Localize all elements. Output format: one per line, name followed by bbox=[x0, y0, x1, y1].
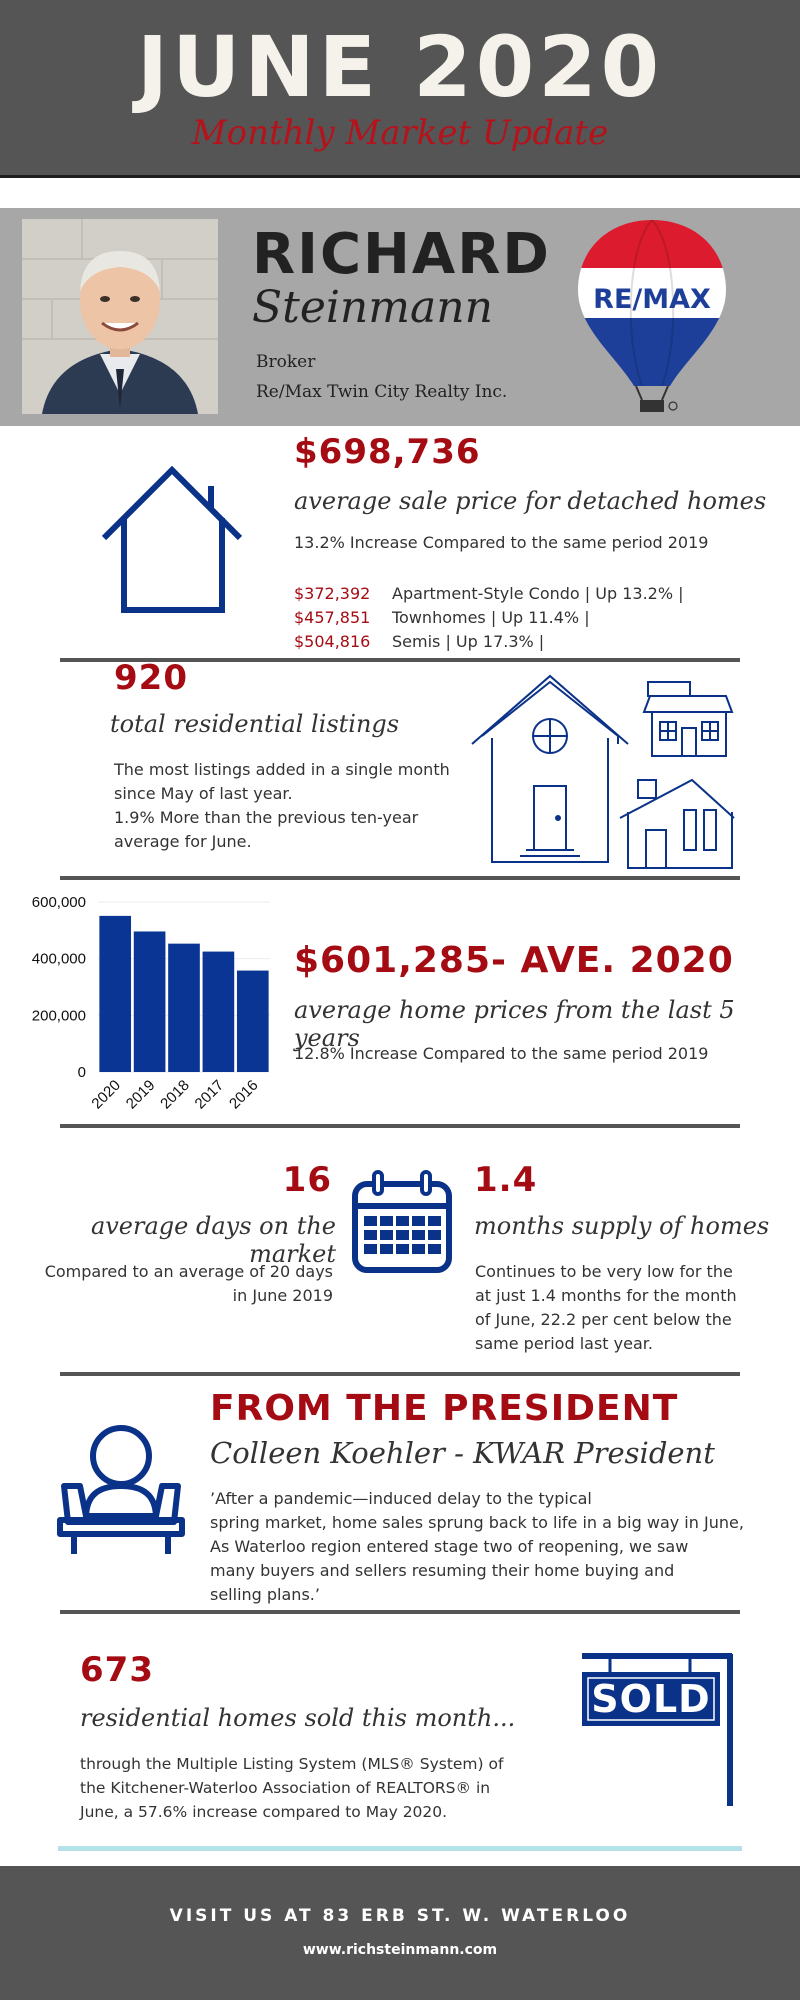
price-breakdown-list bbox=[294, 582, 684, 654]
days-on-market-description bbox=[20, 1260, 333, 1308]
five-year-label: average home prices from the last 5 years bbox=[294, 996, 735, 1052]
chart-bar-2019 bbox=[134, 931, 166, 1072]
supply-line: Continues to be very low for the bbox=[475, 1262, 733, 1281]
footer-website-link[interactable]: www.richsteinmann.com bbox=[302, 1942, 498, 1958]
homes-sold-value: 673 bbox=[80, 1650, 154, 1690]
days-on-market-label: average days on the market bbox=[90, 1212, 336, 1268]
president-quote bbox=[210, 1487, 744, 1607]
listings-value: 920 bbox=[114, 658, 188, 698]
agent-role: Broker bbox=[256, 352, 316, 372]
breakdown-price: $457,851 bbox=[294, 608, 371, 627]
five-year-value: $601,285- AVE. 2020 bbox=[294, 940, 734, 981]
section-divider bbox=[60, 1372, 740, 1376]
chart-x-axis bbox=[88, 1077, 261, 1113]
quote-line: As Waterloo region entered stage two of reopening, we saw bbox=[210, 1537, 689, 1556]
president-heading: FROM THE PRESIDENT bbox=[210, 1388, 679, 1429]
months-supply-value: 1.4 bbox=[474, 1160, 538, 1200]
agent-first-name: RICHARD bbox=[252, 222, 551, 287]
section-divider bbox=[60, 1610, 740, 1614]
breakdown-price: $504,816 bbox=[294, 632, 371, 651]
days-on-market-value: 16 bbox=[282, 1160, 332, 1200]
footer-accent-line bbox=[58, 1846, 742, 1851]
sold-sign-text: SOLD bbox=[591, 1677, 711, 1721]
months-supply-label: months supply of homes bbox=[474, 1212, 770, 1240]
header-divider bbox=[0, 175, 800, 178]
agent-last-name: Steinmann bbox=[252, 282, 493, 333]
listings-label: total residential listings bbox=[110, 710, 400, 738]
sold-line: June, a 57.6% increase compared to May 2020. bbox=[80, 1803, 448, 1821]
price-breakdown-row bbox=[294, 582, 684, 606]
chart-y-tick-label: 200,000 bbox=[31, 1007, 86, 1025]
chart-x-tick-label: 2019 bbox=[122, 1076, 159, 1113]
quote-line: ’After a pandemic—induced delay to the typical bbox=[210, 1489, 592, 1508]
house-outline-icon bbox=[98, 466, 246, 614]
agent-photo bbox=[22, 219, 218, 414]
chart-bar-2018 bbox=[168, 944, 200, 1072]
chart-y-tick-label: 600,000 bbox=[31, 894, 86, 911]
breakdown-text: Semis | Up 17.3% | bbox=[392, 632, 545, 651]
chart-bars bbox=[99, 916, 268, 1072]
breakdown-text: Apartment-Style Condo | Up 13.2% | bbox=[392, 584, 684, 603]
listings-line: average for June. bbox=[114, 832, 252, 851]
footer-address: VISIT US AT 83 ERB ST. W. WATERLOO bbox=[169, 1906, 631, 1926]
supply-line: at just 1.4 months for the month bbox=[475, 1286, 737, 1305]
page-title: JUNE 2020 bbox=[136, 18, 664, 116]
section-divider bbox=[60, 1124, 740, 1128]
chart-bar-2020 bbox=[99, 916, 131, 1072]
homes-sold-label: residential homes sold this month... bbox=[80, 1704, 516, 1732]
price-breakdown-row bbox=[294, 606, 684, 630]
chart-x-tick-label: 2018 bbox=[157, 1076, 193, 1113]
quote-line: selling plans.’ bbox=[210, 1585, 320, 1604]
quote-line: spring market, home sales sprung back to life in a big way in June, bbox=[210, 1513, 744, 1532]
agent-company: Re/Max Twin City Realty Inc. bbox=[256, 382, 508, 402]
listings-line: since May of last year. bbox=[114, 784, 293, 803]
chart-x-tick-label: 2017 bbox=[191, 1076, 228, 1113]
listings-description bbox=[114, 758, 450, 854]
supply-line: of June, 22.2 per cent below the bbox=[475, 1310, 732, 1329]
houses-illustration-icon bbox=[470, 672, 740, 872]
listings-line: 1.9% More than the previous ten-year bbox=[114, 808, 419, 827]
footer bbox=[0, 1866, 800, 2000]
person-chair-icon bbox=[56, 1424, 186, 1556]
chart-bar-2016 bbox=[237, 971, 269, 1072]
months-supply-description bbox=[475, 1260, 737, 1356]
sold-line: the Kitchener-Waterloo Association of REALTORS® in bbox=[80, 1779, 491, 1797]
homes-sold-description bbox=[80, 1752, 503, 1824]
section-divider bbox=[60, 876, 740, 880]
page-subtitle: Monthly Market Update bbox=[191, 113, 609, 153]
avg-price-label: average sale price for detached homes bbox=[294, 487, 767, 515]
sold-sign-icon bbox=[580, 1652, 736, 1808]
chart-x-tick-label: 2020 bbox=[88, 1076, 125, 1113]
sold-line: through the Multiple Listing System (MLS® System) of bbox=[80, 1755, 504, 1773]
chart-y-tick-label: 400,000 bbox=[31, 950, 86, 968]
calendar-icon bbox=[350, 1170, 454, 1274]
breakdown-text: Townhomes | Up 11.4% | bbox=[392, 608, 590, 627]
supply-line: same period last year. bbox=[475, 1334, 653, 1353]
five-year-note: 12.8% Increase Compared to the same period 2019 bbox=[294, 1044, 709, 1063]
chart-y-axis bbox=[32, 894, 86, 1081]
listings-line: The most listings added in a single month bbox=[114, 760, 450, 779]
five-year-price-chart bbox=[10, 890, 280, 1130]
price-breakdown-row bbox=[294, 630, 684, 654]
chart-bar-2017 bbox=[203, 952, 235, 1072]
days-line: Compared to an average of 20 days bbox=[44, 1262, 333, 1281]
days-line: in June 2019 bbox=[232, 1286, 333, 1305]
breakdown-price: $372,392 bbox=[294, 584, 371, 603]
chart-x-tick-label: 2016 bbox=[226, 1076, 262, 1113]
avg-price-note: 13.2% Increase Compared to the same period 2019 bbox=[294, 533, 709, 552]
avg-price-value: $698,736 bbox=[294, 432, 481, 472]
quote-line: many buyers and sellers resuming their home buying and bbox=[210, 1561, 675, 1580]
chart-y-tick-label: 0 bbox=[77, 1064, 86, 1081]
president-name: Colleen Koehler - KWAR President bbox=[210, 1436, 715, 1470]
remax-logo-text: RE/MAX bbox=[593, 284, 711, 315]
remax-balloon-logo bbox=[572, 216, 732, 416]
